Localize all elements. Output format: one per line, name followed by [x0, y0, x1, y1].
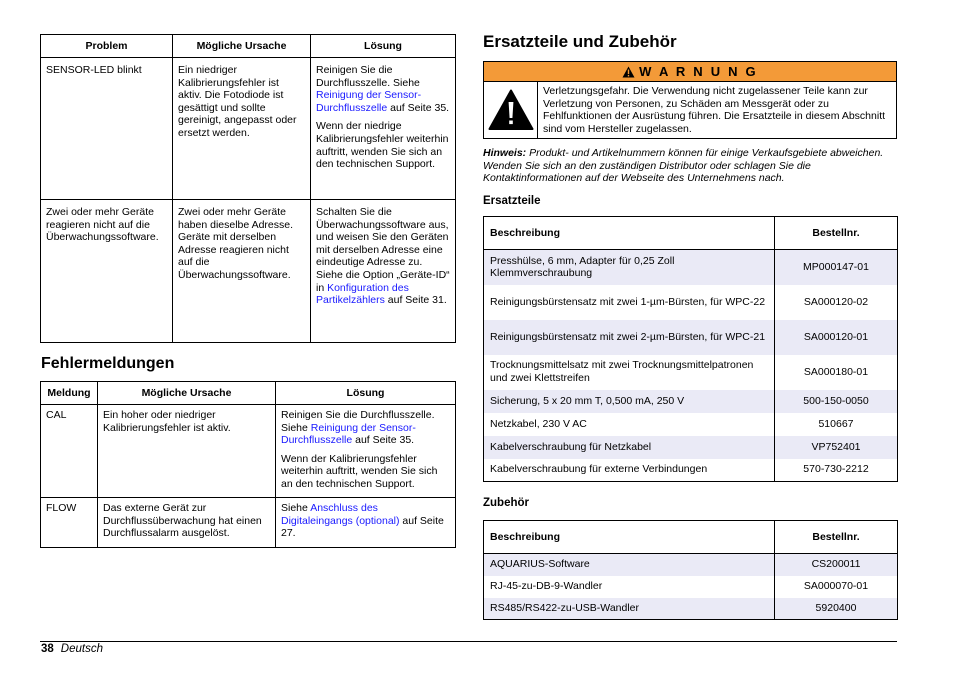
warning-header [484, 62, 896, 82]
solution-cell: Reinigen Sie die Durchflusszelle. Siehe Reinigung der Sensor-Durchflusszelle auf Seite 35. Wenn der Kalibrierungsfehler weiterhin auftritt, wenden Sie sich an den technischen Support. [276, 405, 456, 498]
description-cell: Reinigungsbürstensatz mit zwei 1-µm-Bürsten, für WPC-22 [484, 285, 775, 320]
solution-cell: Schalten Sie die Überwachungssoftware aus, und weisen Sie den Geräten mit derselben Adresse eine eindeutige Adresse zu. Siehe die Option „Geräte-ID“ in Konfiguration des Partikelzählers auf Seite 31. [311, 200, 456, 343]
solution-cell: Reinigen Sie die Durchflusszelle. Siehe Reinigung der Sensor-Durchflusszelle auf Seite 35. Wenn der niedrige Kalibrierungsfehler weiterhin auftritt, wenden Sie sich an den technischen Support. [311, 58, 456, 200]
table-row [484, 285, 898, 320]
solution-note: Wenn der niedrige Kalibrierungsfehler weiterhin auftritt, wenden Sie sich an den technischen Support. [316, 120, 449, 171]
table-row [41, 200, 456, 343]
footer-language: Deutsch [60, 643, 103, 655]
note-label: Hinweis: [483, 147, 527, 159]
table-row [41, 498, 456, 548]
table-row [484, 576, 898, 598]
description-cell: Kabelverschraubung für Netzkabel [484, 436, 775, 459]
description-cell: AQUARIUS-Software [484, 554, 775, 576]
column-header-order-number: Bestellnr. [775, 217, 898, 250]
description-cell: Reinigungsbürstensatz mit zwei 2-µm-Bürsten, für WPC-21 [484, 320, 775, 355]
table-row [484, 459, 898, 482]
subsection-heading-zubehoer: Zubehör [483, 497, 529, 509]
order-number-cell: MP000147-01 [775, 250, 898, 285]
link-reinigung-durchflusszelle[interactable]: Reinigung der Sensor-Durchflusszelle [316, 89, 422, 114]
warning-text: Verletzungsgefahr. Die Verwendung nicht zugelassener Teile kann zur Verletzung von Personen, zu Schäden am Messgerät oder zu Fehlfunktionen der Ausrüstung führen. Die Ersatzteile in diesem Abschnitt sind vom Hersteller zugelassen. [543, 85, 886, 135]
table-row [484, 598, 898, 620]
page-footer [41, 643, 103, 657]
solution-note: Wenn der Kalibrierungsfehler weiterhin auftritt, wenden Sie sich an den technischen Support. [281, 452, 438, 490]
column-header-message: Meldung [41, 382, 98, 405]
section-heading-fehlermeldungen: Fehlermeldungen [41, 355, 175, 372]
order-number-cell: SA000120-02 [775, 285, 898, 320]
table-header-row [41, 382, 456, 405]
table-row [41, 405, 456, 498]
order-number-cell: SA000120-01 [775, 320, 898, 355]
column-header-cause: Mögliche Ursache [173, 35, 311, 58]
column-header-order-number: Bestellnr. [775, 521, 898, 554]
description-cell: RJ-45-zu-DB-9-Wandler [484, 576, 775, 598]
table-row [484, 320, 898, 355]
note-paragraph [483, 147, 897, 185]
table-header-row [484, 521, 898, 554]
solution-cell: Siehe Anschluss des Digitaleingangs (optional) auf Seite 27. [276, 498, 456, 548]
order-number-cell: VP752401 [775, 436, 898, 459]
troubleshooting-table [40, 34, 456, 343]
order-number-cell: SA000180-01 [775, 355, 898, 390]
table-row [41, 58, 456, 200]
column-header-problem: Problem [41, 35, 173, 58]
cause-cell: Zwei oder mehr Geräte haben dieselbe Adresse. Geräte mit derselben Adresse reagieren nicht auf die Überwachungssoftware. [173, 200, 311, 343]
table-row [484, 436, 898, 459]
description-cell: Sicherung, 5 x 20 mm T, 0,500 mA, 250 V [484, 390, 775, 413]
problem-cell: SENSOR-LED blinkt [41, 58, 173, 200]
page-number: 38 [41, 643, 54, 655]
problem-cell: Zwei oder mehr Geräte reagieren nicht auf die Überwachungssoftware. [41, 200, 173, 343]
accessories-table [483, 520, 898, 620]
description-cell: Trocknungsmittelsatz mit zwei Trocknungsmittelpatronen und zwei Klettstreifen [484, 355, 775, 390]
message-cell: CAL [41, 405, 98, 498]
cause-cell: Ein hoher oder niedriger Kalibrierungsfehler ist aktiv. [98, 405, 276, 498]
error-messages-table [40, 381, 456, 548]
cause-cell: Ein niedriger Kalibrierungsfehler ist aktiv. Die Fotodiode ist gesättigt und sollte gereinigt, angepasst oder ersetzt werden. [173, 58, 311, 200]
table-row [484, 413, 898, 436]
table-row [484, 355, 898, 390]
section-heading-ersatzteile-zubehoer: Ersatzteile und Zubehör [483, 32, 677, 51]
footer-divider [40, 641, 897, 642]
subsection-heading-ersatzteile: Ersatzteile [483, 195, 541, 207]
description-cell: Kabelverschraubung für externe Verbindungen [484, 459, 775, 482]
column-header-solution: Lösung [311, 35, 456, 58]
column-header-solution: Lösung [276, 382, 456, 405]
table-header-row [484, 217, 898, 250]
link-konfiguration-partikelzaehler[interactable]: Konfiguration des Partikelzählers [316, 281, 409, 307]
order-number-cell: 5920400 [775, 598, 898, 620]
link-digitaleingang[interactable]: Anschluss des Digitaleingangs (optional) [281, 502, 400, 527]
order-number-cell: 570-730-2212 [775, 459, 898, 482]
spare-parts-table [483, 216, 898, 482]
column-header-description: Beschreibung [484, 217, 775, 250]
table-row [484, 250, 898, 285]
description-cell: Presshülse, 6 mm, Adapter für 0,25 Zoll Klemmverschraubung [484, 250, 775, 285]
order-number-cell: SA000070-01 [775, 576, 898, 598]
description-cell: Netzkabel, 230 V AC [484, 413, 775, 436]
cause-cell: Das externe Gerät zur Durchflussüberwachung hat einen Durchflussalarm ausgelöst. [98, 498, 276, 548]
column-header-description: Beschreibung [484, 521, 775, 554]
order-number-cell: CS200011 [775, 554, 898, 576]
table-row [484, 390, 898, 413]
description-cell: RS485/RS422-zu-USB-Wandler [484, 598, 775, 620]
table-header-row [41, 35, 456, 58]
hazard-triangle-icon [488, 89, 534, 131]
message-cell: FLOW [41, 498, 98, 548]
warning-triangle-icon [622, 66, 635, 78]
link-reinigung-durchflusszelle[interactable]: Reinigung der Sensor-Durchflusszelle [281, 421, 416, 447]
warning-box [483, 61, 897, 139]
column-header-cause: Mögliche Ursache [98, 382, 276, 405]
table-row [484, 554, 898, 576]
order-number-cell: 510667 [775, 413, 898, 436]
warning-label: W A R N U N G [639, 63, 758, 79]
order-number-cell: 500-150-0050 [775, 390, 898, 413]
note-text: Produkt- und Artikelnummern können für einige Verkaufsgebiete abweichen. Wenden Sie sich an den zuständigen Distributor oder schlagen Sie die Kontaktinformationen auf der Webseite des Unternehmens nach. [483, 147, 884, 185]
